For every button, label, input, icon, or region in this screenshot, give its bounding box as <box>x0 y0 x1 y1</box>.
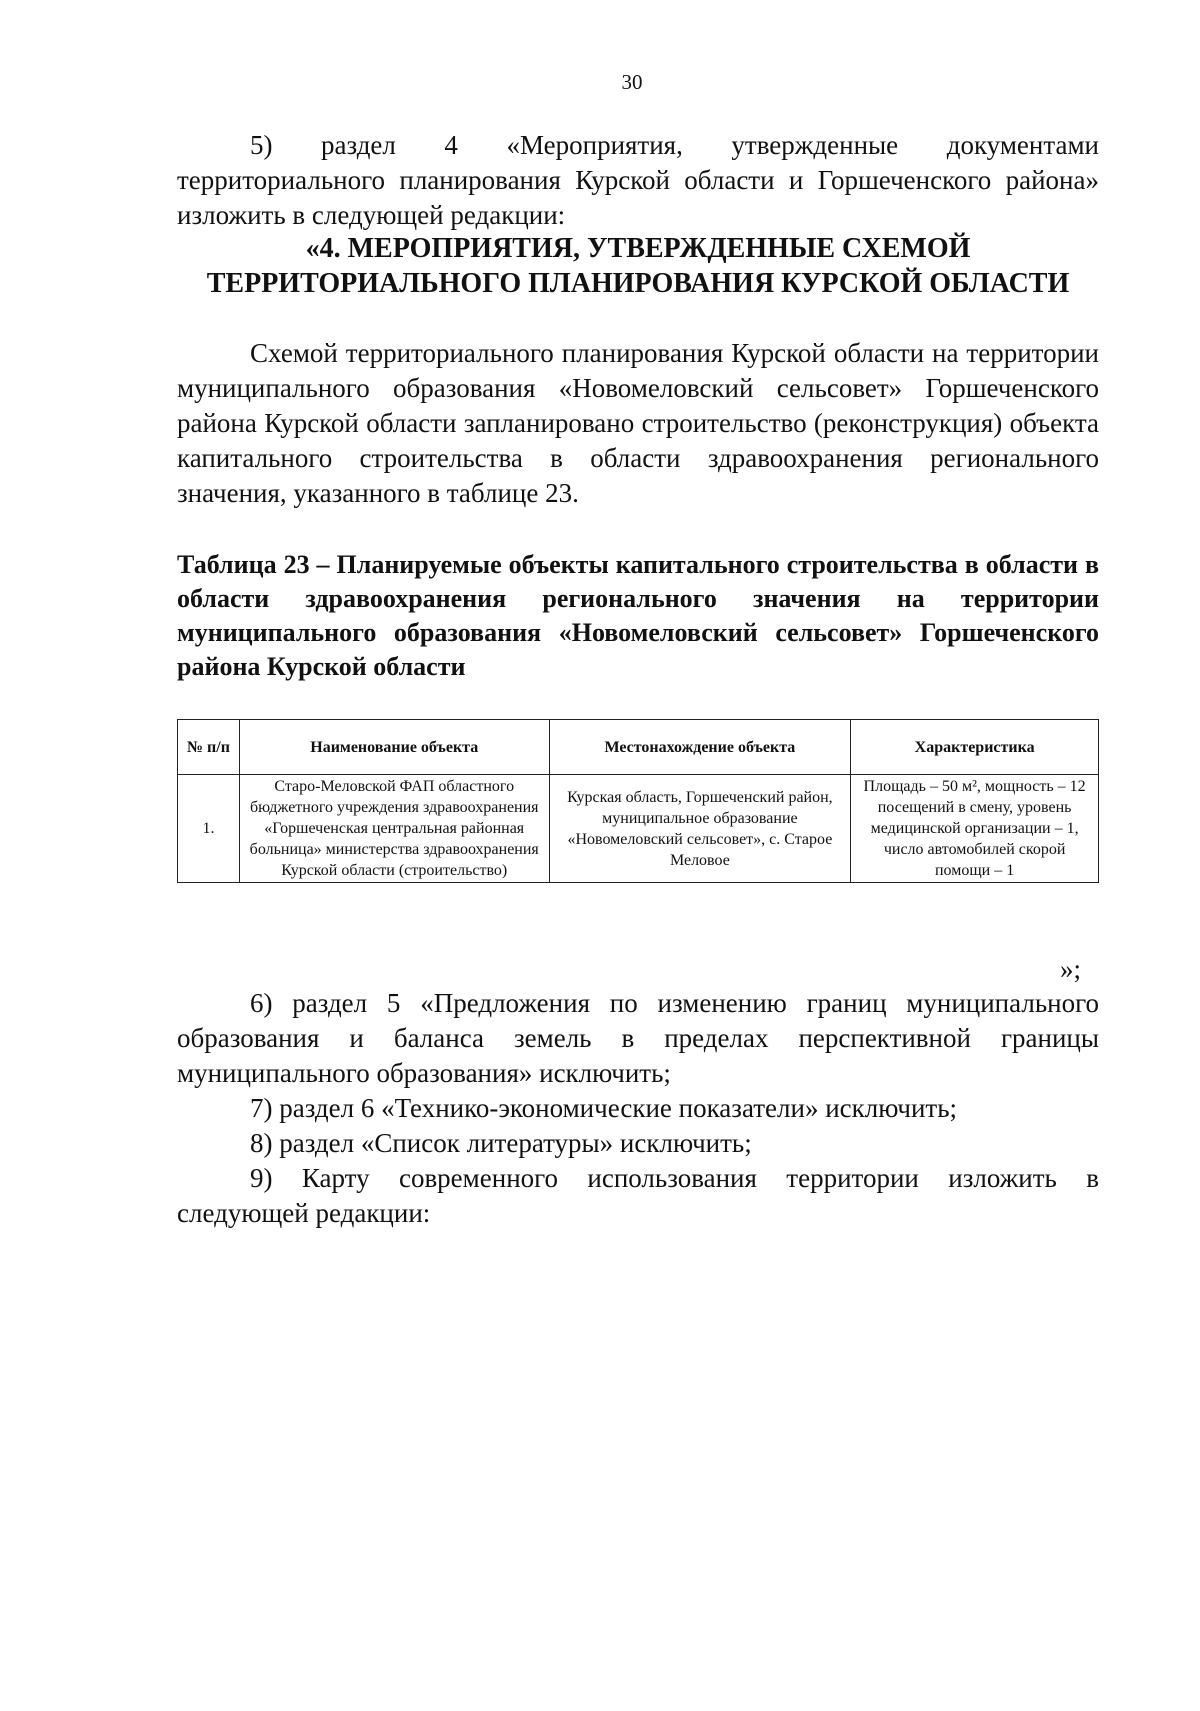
table-row <box>178 775 1099 883</box>
cell-num: 1. <box>178 775 240 883</box>
intro-paragraph: 5) раздел 4 «Мероприятия, утвержденные документами территориального планирования Курской области и Горшеченского района» изложить в следующей редакции: <box>177 130 1099 230</box>
header-location: Местонахождение объекта <box>549 720 851 775</box>
header-name: Наименование объекта <box>239 720 549 775</box>
item-9-paragraph: 9) Карту современного использования территории изложить в следующей редакции: <box>177 1163 1099 1228</box>
table-header-row <box>178 720 1099 775</box>
section-heading <box>177 231 1099 301</box>
table-caption: Таблица 23 – Планируемые объекты капитального строительства в области в области здравоохранения регионального значения на территории муниципального образования «Новомеловский сельсовет» Горшеченского района Курской области <box>177 550 1099 681</box>
objects-table <box>177 719 1099 883</box>
section-heading-line-1: «4. МЕРОПРИЯТИЯ, УТВЕРЖДЕННЫЕ СХЕМОЙ <box>305 233 971 264</box>
item-6-paragraph: 6) раздел 5 «Предложения по изменению границ муниципального образования и баланса земель в пределах перспективной границы муниципального образования» исключить; <box>177 988 1099 1088</box>
header-num: № п/п <box>178 720 240 775</box>
closing-quote: »; <box>1060 954 1082 984</box>
cell-characteristics: Площадь – 50 м², мощность – 12 посещений в смену, уровень медицинской организации – 1, число автомобилей скорой помощи – 1 <box>851 775 1099 883</box>
item-7-paragraph: 7) раздел 6 «Технико-экономические показатели» исключить; <box>250 1093 958 1123</box>
section-heading-line-2: ТЕРРИТОРИАЛЬНОГО ПЛАНИРОВАНИЯ КУРСКОЙ ОБЛАСТИ <box>206 268 1070 299</box>
header-characteristics: Характеристика <box>851 720 1099 775</box>
cell-location: Курская область, Горшеченский район, муниципальное образование «Новомеловский сельсовет», с. Старое Меловое <box>549 775 851 883</box>
page-number: 30 <box>621 70 643 94</box>
body-paragraph: Схемой территориального планирования Курской области на территории муниципального образования «Новомеловский сельсовет» Горшеченского района Курской области запланировано строительство (реконструкция) объекта капитального строительства в области здравоохранения регионального значения, указанного в таблице 23. <box>177 338 1099 508</box>
cell-name: Старо-Меловской ФАП областного бюджетного учреждения здравоохранения «Горшеченская центральная районная больница» министерства здравоохранения Курской области (строительство) <box>239 775 549 883</box>
item-8-paragraph: 8) раздел «Список литературы» исключить; <box>250 1128 752 1158</box>
